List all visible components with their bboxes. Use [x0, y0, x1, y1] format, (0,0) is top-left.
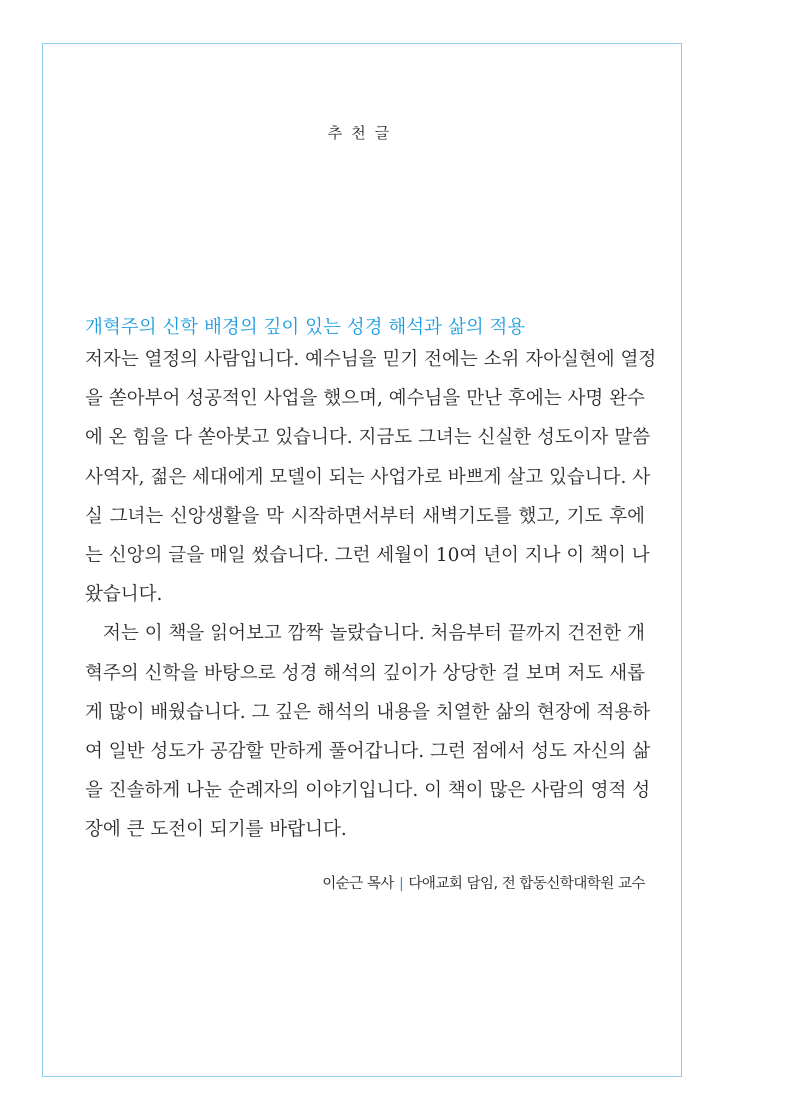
text-line: 실 그녀는 신앙생활을 막 시작하면서부터 새벽기도를 했고, 기도 후에 — [85, 505, 645, 527]
recommendation-body — [85, 340, 657, 849]
paragraph-2 — [85, 614, 651, 849]
text-line: 혁주의 신학을 바탕으로 성경 해석의 깊이가 상당한 걸 보며 저도 새롭 — [85, 662, 645, 684]
text-line: 는 신앙의 글을 매일 썼습니다. 그런 세월이 10여 년이 지나 이 책이 나 — [85, 544, 650, 566]
text-line: 저자는 열정의 사람입니다. 예수님을 믿기 전에는 소위 자아실현에 열정 — [85, 349, 657, 370]
text-line: 게 많이 배웠습니다. 그 깊은 해석의 내용을 치열한 삶의 현장에 적용하 — [85, 701, 651, 723]
page-title: 추천글 — [327, 124, 399, 142]
text-line: 장에 큰 도전이 되기를 바랍니다. — [85, 819, 347, 841]
author-signature — [322, 872, 645, 893]
text-line: 왔습니다. — [85, 584, 163, 606]
author-name: 이순근 목사 — [322, 876, 394, 892]
text-line: 저는 이 책을 읽어보고 깜짝 놀랐습니다. 처음부터 끝까지 건전한 개 — [103, 623, 645, 645]
text-line: 사역자, 젊은 세대에게 모델이 되는 사업가로 바쁘게 살고 있습니다. 사 — [85, 466, 651, 488]
text-line: 을 진솔하게 나눈 순례자의 이야기입니다. 이 책이 많은 사람의 영적 성 — [85, 780, 651, 802]
paragraph-1 — [85, 340, 657, 614]
text-line: 여 일반 성도가 공감할 만하게 풀어갑니다. 그런 점에서 성도 자신의 삶 — [85, 740, 651, 762]
text-line: 을 쏟아부어 성공적인 사업을 했으며, 예수님을 만난 후에는 사명 완수 — [85, 388, 645, 410]
author-affiliation: 다애교회 담임, 전 합동신학대학원 교수 — [408, 876, 645, 892]
section-subtitle: 개혁주의 신학 배경의 깊이 있는 성경 해석과 삶의 적용 — [85, 317, 526, 338]
separator: | — [398, 876, 404, 892]
text-line: 에 온 힘을 다 쏟아붓고 있습니다. 지금도 그녀는 신실한 성도이자 말씀 — [85, 427, 651, 449]
